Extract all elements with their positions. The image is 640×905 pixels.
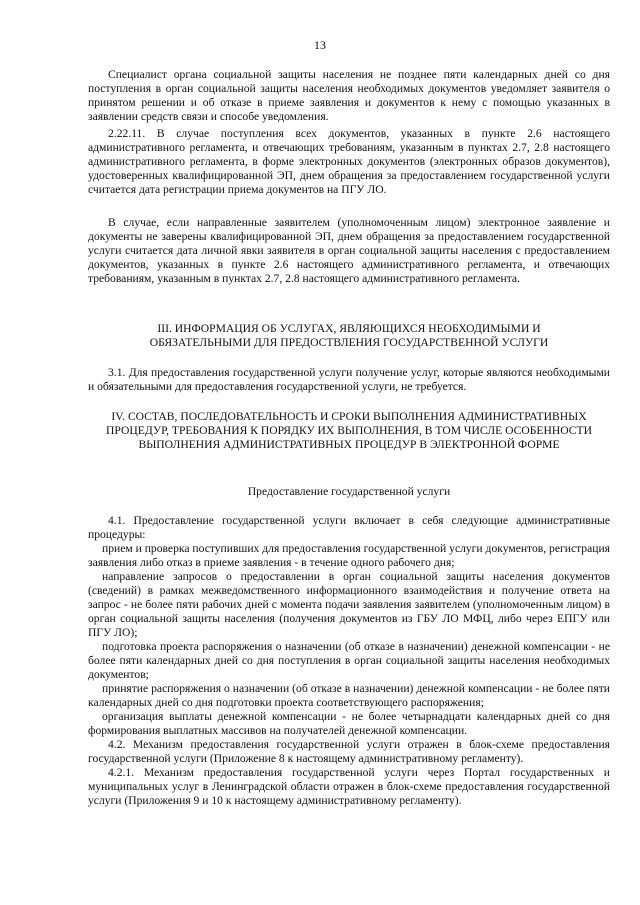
- item-4-1: 4.1. Предоставление государственной услуги включает в себя следующие административные процедуры:: [88, 514, 610, 541]
- item-4-2: 4.2. Механизм предоставления государственной услуги отражен в блок-схеме предоставления государственной услуги (Приложение 8 к настоящему административному регламенту).: [88, 738, 610, 765]
- section-4-heading-block: [92, 410, 606, 452]
- procedure-item: организация выплаты денежной компенсации - не более четырнадцати календарных дней со дня формирования выплатных массивов на получателей денежной компенсации.: [88, 710, 610, 737]
- section-3-text: 3.1. Для предоставления государственной услуги получение услуг, которые являются необходимыми и обязательными для предоставления государственной услуги, не требуется.: [88, 366, 610, 393]
- section-4-subheading-block: [88, 485, 610, 499]
- procedure-item: прием и проверка поступивших для предоставления государственной услуги документов, регистрация заявления либо отказ в приеме заявления - в течение одного рабочего дня;: [88, 542, 610, 569]
- paragraph-2-22-11: [88, 127, 610, 197]
- paragraph-no-ep: [88, 216, 610, 286]
- paragraph-text: 2.22.11. В случае поступления всех документов, указанных в пункте 2.6 настоящего административного регламента, и отвечающих требованиям, указанным в пунктах 2.7, 2.8 настоящего административного регламента, в форме электронных документов (электронных образов документов), удостоверенных квалифицированной ЭП, днем обращения за предоставлением государственной услуги считается дата регистрации приема документов на ПГУ ЛО.: [88, 127, 610, 196]
- procedure-item: принятие распоряжения о назначении (об отказе в назначении) денежной компенсации - не более пяти календарных дней со дня подготовки проекта соответствующего распоряжения;: [88, 682, 610, 709]
- section-4-heading: IV. СОСТАВ, ПОСЛЕДОВАТЕЛЬНОСТЬ И СРОКИ ВЫПОЛНЕНИЯ АДМИНИСТРАТИВНЫХ ПРОЦЕДУР, ТРЕБОВАНИЯ К ПОРЯДКУ ИХ ВЫПОЛНЕНИЯ, В ТОМ ЧИСЛЕ ОСОБЕННОСТИ ВЫПОЛНЕНИЯ АДМИНИСТРАТИВНЫХ ПРОЦЕДУР В ЭЛЕКТРОННОЙ ФОРМЕ: [106, 410, 592, 451]
- paragraph-text: Специалист органа социальной защиты населения не позднее пяти календарных дней со дня поступления в орган социальной защиты населения необходимых документов уведомляет заявителя о принятом решении и об отказе в приеме заявления и документов к нему с помощью указанных в заявлении средств связи и способе уведомления.: [88, 68, 610, 123]
- page-number: 13: [314, 38, 326, 52]
- paragraph-text: В случае, если направленные заявителем (уполномоченным лицом) электронное заявление и документы не заверены квалифицированной ЭП, днем обращения за предоставлением государственной услуги считается дата личной явки заявителя в орган социальной защиты населения с предоставлением документов, указанных в пункте 2.6 настоящего административного регламента, и отвечающих требованиям, указанным в пунктах 2.7, 2.8 настоящего административного регламента.: [88, 216, 610, 285]
- paragraph-notification: [88, 68, 610, 124]
- section-3-text-block: [88, 366, 610, 394]
- section-3-heading-block: [118, 322, 580, 350]
- procedure-item: подготовка проекта распоряжения о назначении (об отказе в назначении) денежной компенсации - не более пяти календарных дней со дня поступления в орган социальной защиты населения необходимых документов;: [88, 640, 610, 681]
- item-4-2-1: 4.2.1. Механизм предоставления государственной услуги через Портал государственных и муниципальных услуг в Ленинградской области отражен в блок-схеме предоставления государственной услуги (Приложения 9 и 10 к настоящему административному регламенту).: [88, 766, 610, 807]
- section-3-heading: III. ИНФОРМАЦИЯ ОБ УСЛУГАХ, ЯВЛЯЮЩИХСЯ НЕОБХОДИМЫМИ И ОБЯЗАТЕЛЬНЫМИ ДЛЯ ПРЕДОСТВЛЕНИЯ ГОСУДАРСТВЕННОЙ УСЛУГИ: [149, 322, 549, 349]
- procedure-item: направление запросов о предоставлении в орган социальной защиты населения документов (сведений) в рамках межведомственного информационного взаимодействия и получение ответа на запрос - не более пяти рабочих дней с момента подачи заявления заявителем (уполномоченным лицом) в орган социальной защиты населения (получения документов из ГБУ ЛО МФЦ, либо через ЕПГУ или ПГУ ЛО);: [88, 570, 610, 639]
- section-4-subheading: Предоставление государственной услуги: [247, 485, 451, 498]
- section-4-body: [88, 514, 610, 808]
